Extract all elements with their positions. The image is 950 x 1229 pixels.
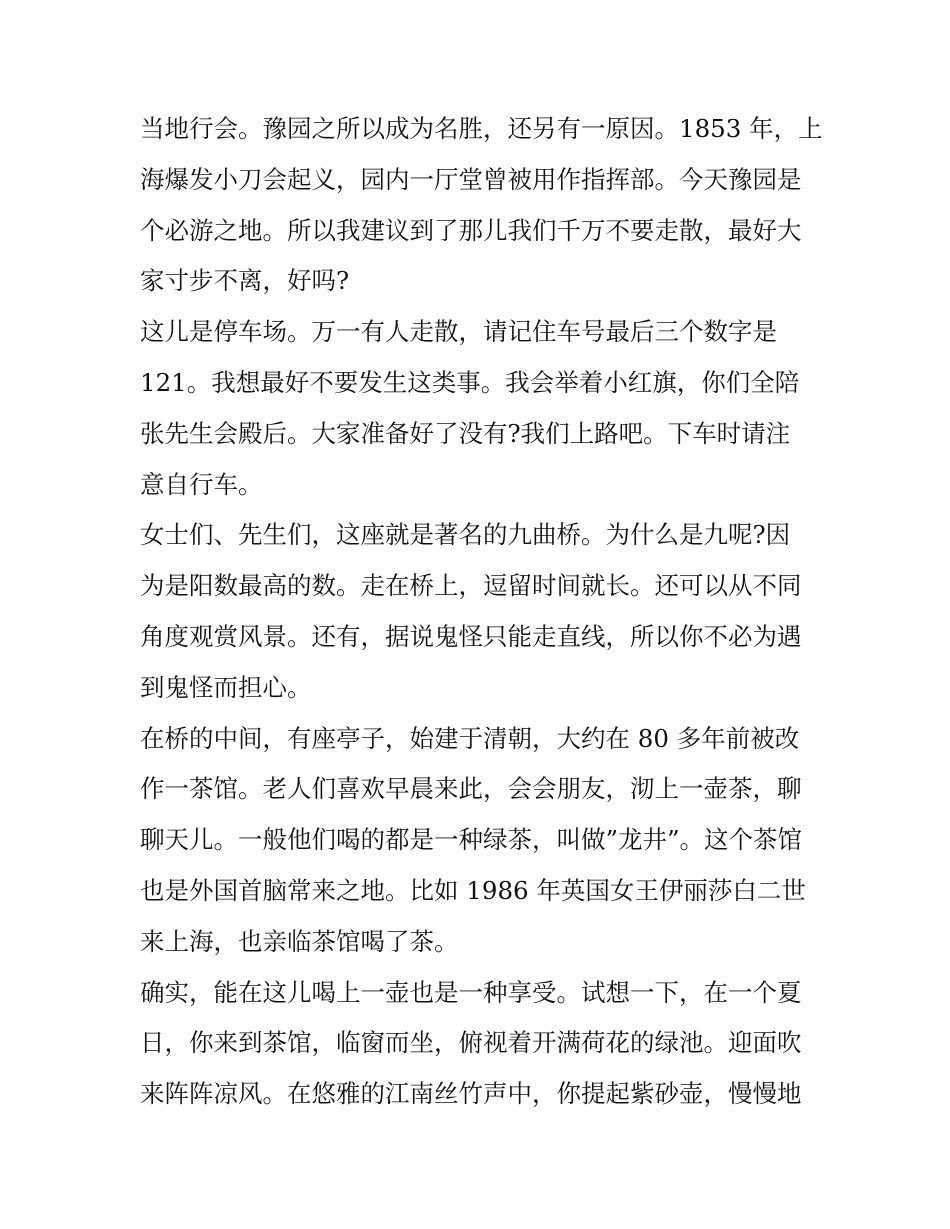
text-line: 当地行会。豫园之所以成为名胜，还另有一原因。1853 年，上	[140, 114, 823, 143]
text-line: 日，你来到茶馆，临窗而坐，俯视着开满荷花的绿池。迎面吹	[140, 1028, 802, 1058]
text-line: 作一茶馆。老人们喜欢早晨来此，会会朋友，沏上一壶茶，聊	[140, 774, 802, 804]
text-line: 到鬼怪而担心。	[140, 672, 312, 702]
text-line: 来上海，也亲临茶馆喝了茶。	[140, 926, 459, 956]
text-line: 意自行车。	[140, 469, 263, 499]
text-line: 个必游之地。所以我建议到了那儿我们千万不要走散，最好大	[140, 215, 802, 245]
text-line: 这儿是停车场。万一有人走散，请记住车号最后三个数字是	[140, 317, 777, 347]
text-line: 家寸步不离，好吗?	[140, 266, 350, 296]
document-page	[140, 104, 823, 1120]
text-line: 确实，能在这儿喝上一壶也是一种享受。试想一下，在一个夏	[140, 977, 802, 1007]
text-line: 海爆发小刀会起义，园内一厅堂曾被用作指挥部。今天豫园是	[140, 164, 802, 194]
text-line: 女士们、先生们，这座就是著名的九曲桥。为什么是九呢?因	[140, 520, 791, 550]
text-line: 也是外国首脑常来之地。比如 1986 年英国女王伊丽莎白二世	[140, 875, 806, 905]
text-line: 来阵阵凉风。在悠雅的江南丝竹声中，你提起紫砂壶，慢慢地	[140, 1079, 802, 1109]
text-line: 为是阳数最高的数。走在桥上，逗留时间就长。还可以从不同	[140, 571, 802, 601]
text-line: 张先生会殿后。大家准备好了没有?我们上路吧。下车时请注	[140, 418, 791, 448]
text-line: 121。我想最好不要发生这类事。我会举着小红旗，你们全陪	[140, 367, 800, 397]
text-line: 角度观赏风景。还有，据说鬼怪只能走直线，所以你不必为遇	[140, 621, 802, 651]
text-line: 聊天儿。一般他们喝的都是一种绿茶，叫做”龙井”。这个茶馆	[140, 825, 803, 855]
text-line: 在桥的中间，有座亭子，始建于清朝，大约在 80 多年前被改	[140, 723, 800, 753]
